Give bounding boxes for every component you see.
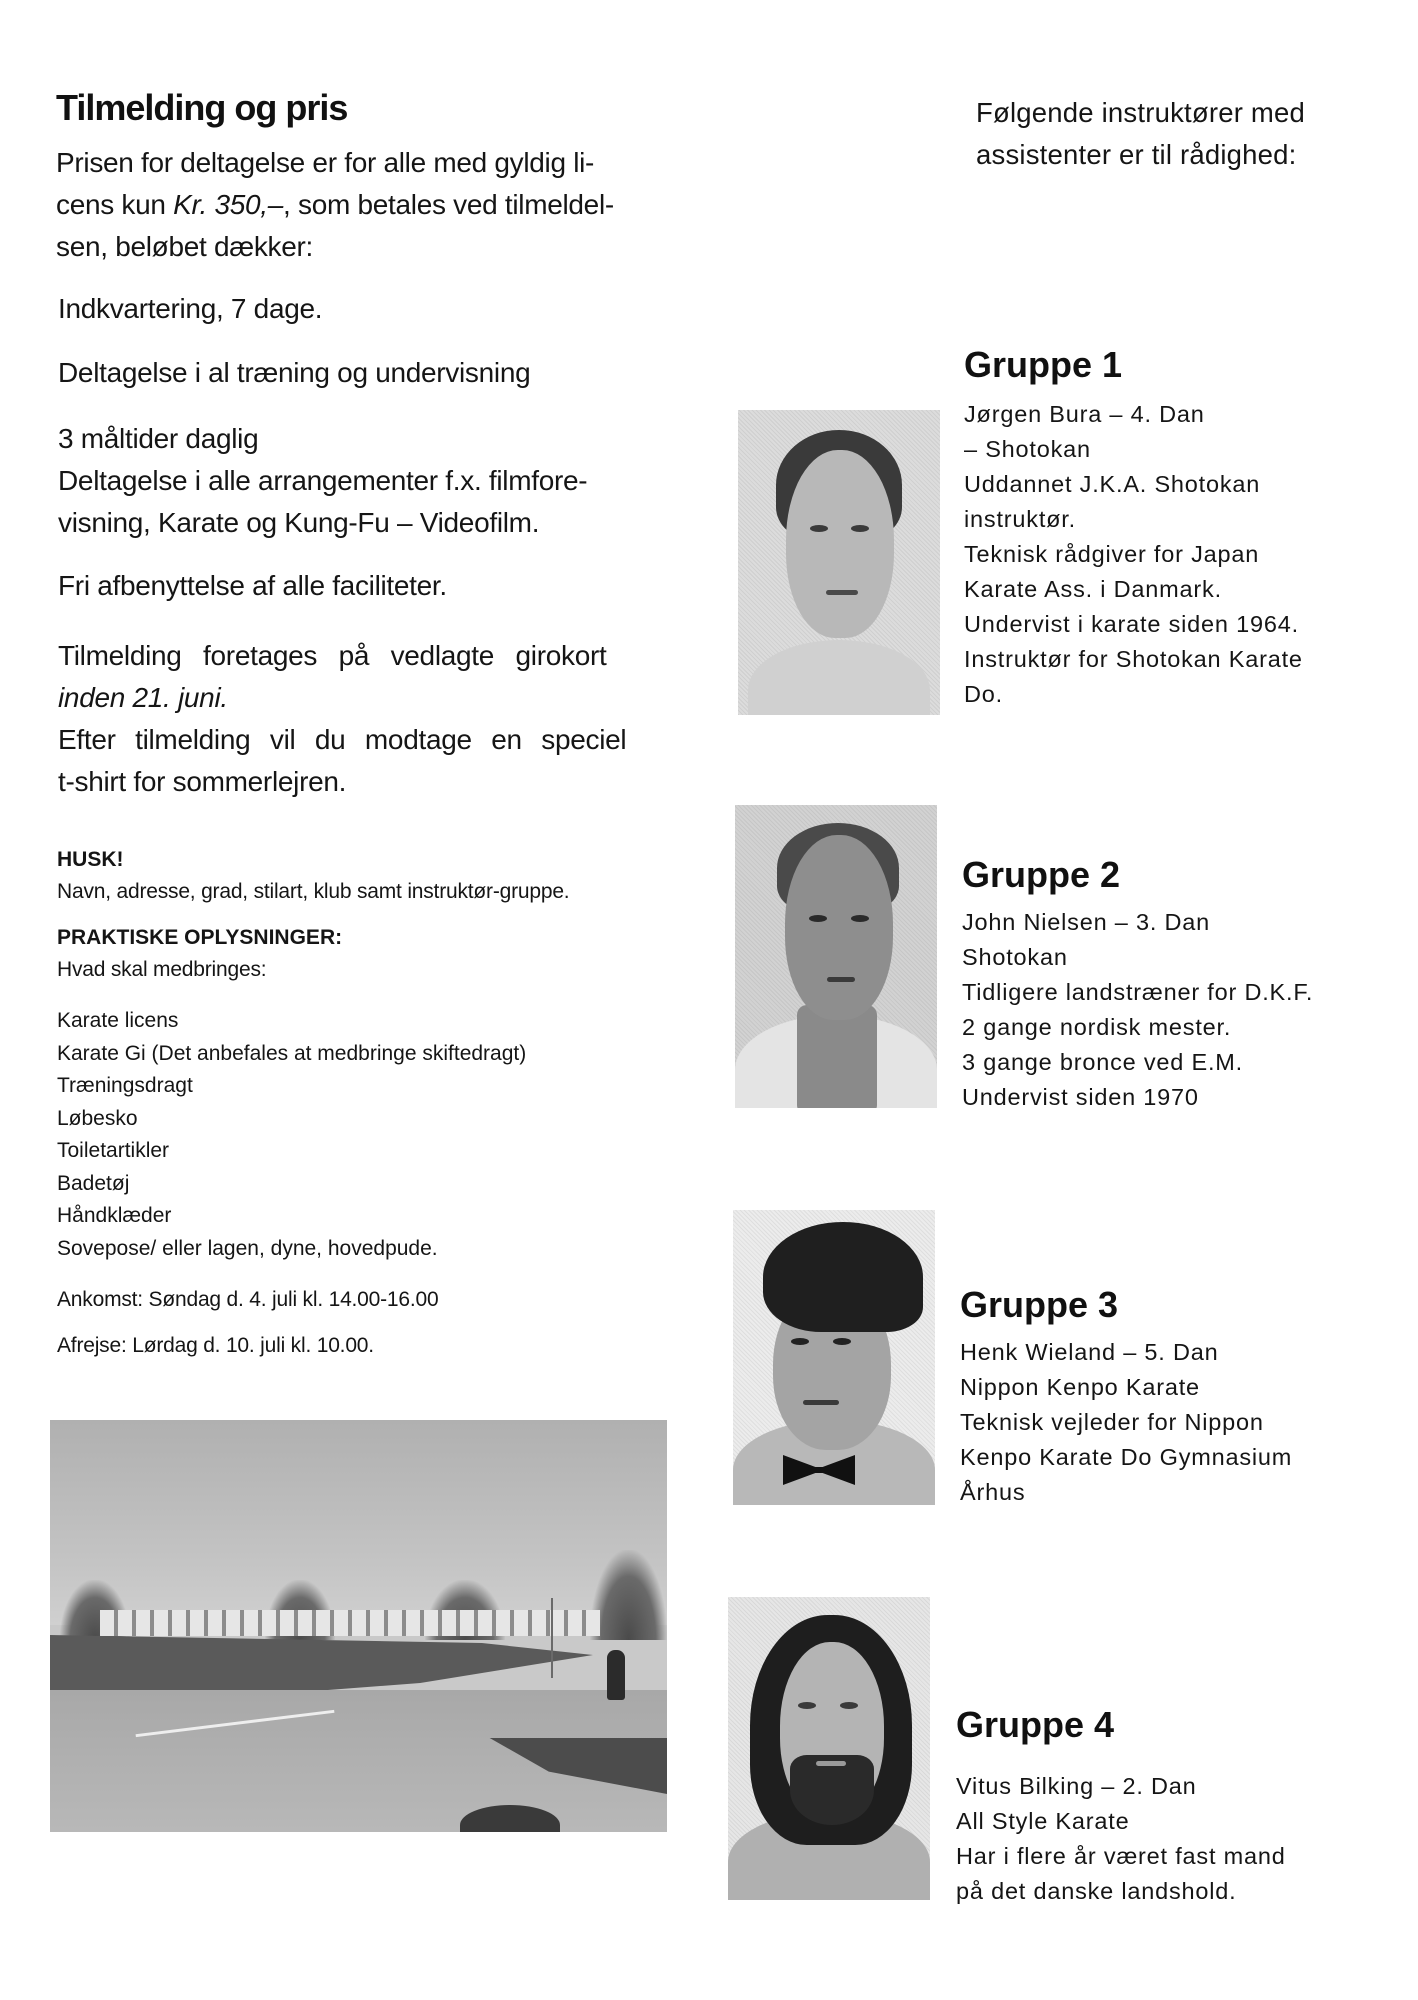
price-line-2: cens kun Kr. 350,–, som betales ved tilmeldel- — [56, 189, 614, 220]
packing-list-item: Badetøj — [57, 1171, 130, 1195]
group-description: Jørgen Bura – 4. Dan – Shotokan Uddannet J.K.A. Shotokan instruktør. Teknisk rådgiver for Japan Karate Ass. i Danmark. Undervist i karate siden 1964. Instruktør for Shotokan Karate Do. — [964, 401, 1303, 707]
camp-landscape-photo — [50, 1420, 667, 1832]
instructor-photo-group-2 — [735, 805, 937, 1108]
group-4-card — [956, 1705, 1376, 1909]
practical-block — [57, 922, 697, 986]
price-paragraph — [56, 142, 676, 268]
section-heading-registration: Tilmelding og pris — [56, 87, 348, 128]
group-description: Henk Wieland – 5. Dan Nippon Kenpo Karate Teknisk vejleder for Nippon Kenpo Karate Do Gymnasium Århus — [960, 1339, 1293, 1505]
packing-list-item: Træningsdragt — [57, 1074, 193, 1097]
price-line-3: sen, beløbet dækker: — [56, 231, 314, 262]
covers-item-training: Deltagelse i al træning og undervisning — [58, 357, 531, 388]
instructor-photo-group-1 — [738, 410, 940, 715]
group-2-card — [962, 855, 1382, 1115]
packing-list-item: Karate Gi (Det anbefales at medbringe skiftedragt) — [57, 1041, 527, 1065]
instructor-photo-group-3 — [733, 1210, 935, 1505]
covers-item-facilities: Fri afbenyttelse af alle faciliteter. — [58, 570, 447, 601]
packing-list — [57, 1005, 697, 1265]
registration-line-1: Tilmelding foretages på vedlagte girokort — [58, 640, 607, 671]
instructor-photo-group-4 — [728, 1597, 930, 1900]
departure-time: Afrejse: Lørdag d. 10. juli kl. 10.00. — [57, 1334, 374, 1357]
practical-label: PRAKTISKE OPLYSNINGER: — [57, 926, 343, 949]
packing-list-item: Håndklæder — [57, 1204, 172, 1227]
registration-line-4: t-shirt for sommerlejren. — [58, 766, 347, 797]
packing-list-item: Toiletartikler — [57, 1139, 170, 1162]
group-title: Gruppe 2 — [962, 854, 1121, 895]
remember-text: Navn, adresse, grad, stilart, klub samt instruktør-gruppe. — [57, 880, 570, 903]
group-description: John Nielsen – 3. Dan Shotokan Tidligere landstræner for D.K.F. 2 gange nordisk mester. 3 gange bronce ved E.M. Undervist siden 1970 — [962, 909, 1314, 1110]
packing-list-item: Sovepose/ eller lagen, dyne, hovedpude. — [57, 1236, 438, 1260]
group-3-card — [960, 1285, 1380, 1510]
remember-block — [57, 844, 697, 908]
group-title: Gruppe 4 — [956, 1704, 1115, 1745]
group-title: Gruppe 1 — [964, 344, 1123, 385]
arrival-time: Ankomst: Søndag d. 4. juli kl. 14.00-16.00 — [57, 1288, 439, 1311]
remember-label: HUSK! — [57, 848, 124, 871]
registration-paragraph — [58, 635, 670, 803]
registration-line-3: Efter tilmelding vil du modtage en speciel — [58, 724, 627, 755]
registration-deadline: inden 21. juni. — [58, 682, 228, 713]
covers-item-accommodation: Indkvartering, 7 dage. — [58, 293, 323, 324]
packing-list-item: Løbesko — [57, 1106, 138, 1130]
group-title: Gruppe 3 — [960, 1284, 1119, 1325]
instructors-intro: Følgende instruktører med assistenter er til rådighed: — [976, 97, 1305, 170]
group-1-card — [964, 345, 1384, 712]
covers-item-meals: 3 måltider daglig — [58, 423, 259, 454]
price-line-1: Prisen for deltagelse er for alle med gyldig li- — [56, 147, 595, 178]
group-description: Vitus Bilking – 2. Dan All Style Karate Har i flere år været fast mand på det danske landshold. — [956, 1773, 1286, 1904]
packing-list-item: Karate licens — [57, 1009, 179, 1032]
practical-subtitle: Hvad skal medbringes: — [57, 958, 267, 981]
covers-item-events: Deltagelse i alle arrangementer f.x. filmfore- visning, Karate og Kung-Fu – Videofilm. — [58, 465, 588, 538]
price-amount: Kr. 350,– — [173, 189, 284, 220]
